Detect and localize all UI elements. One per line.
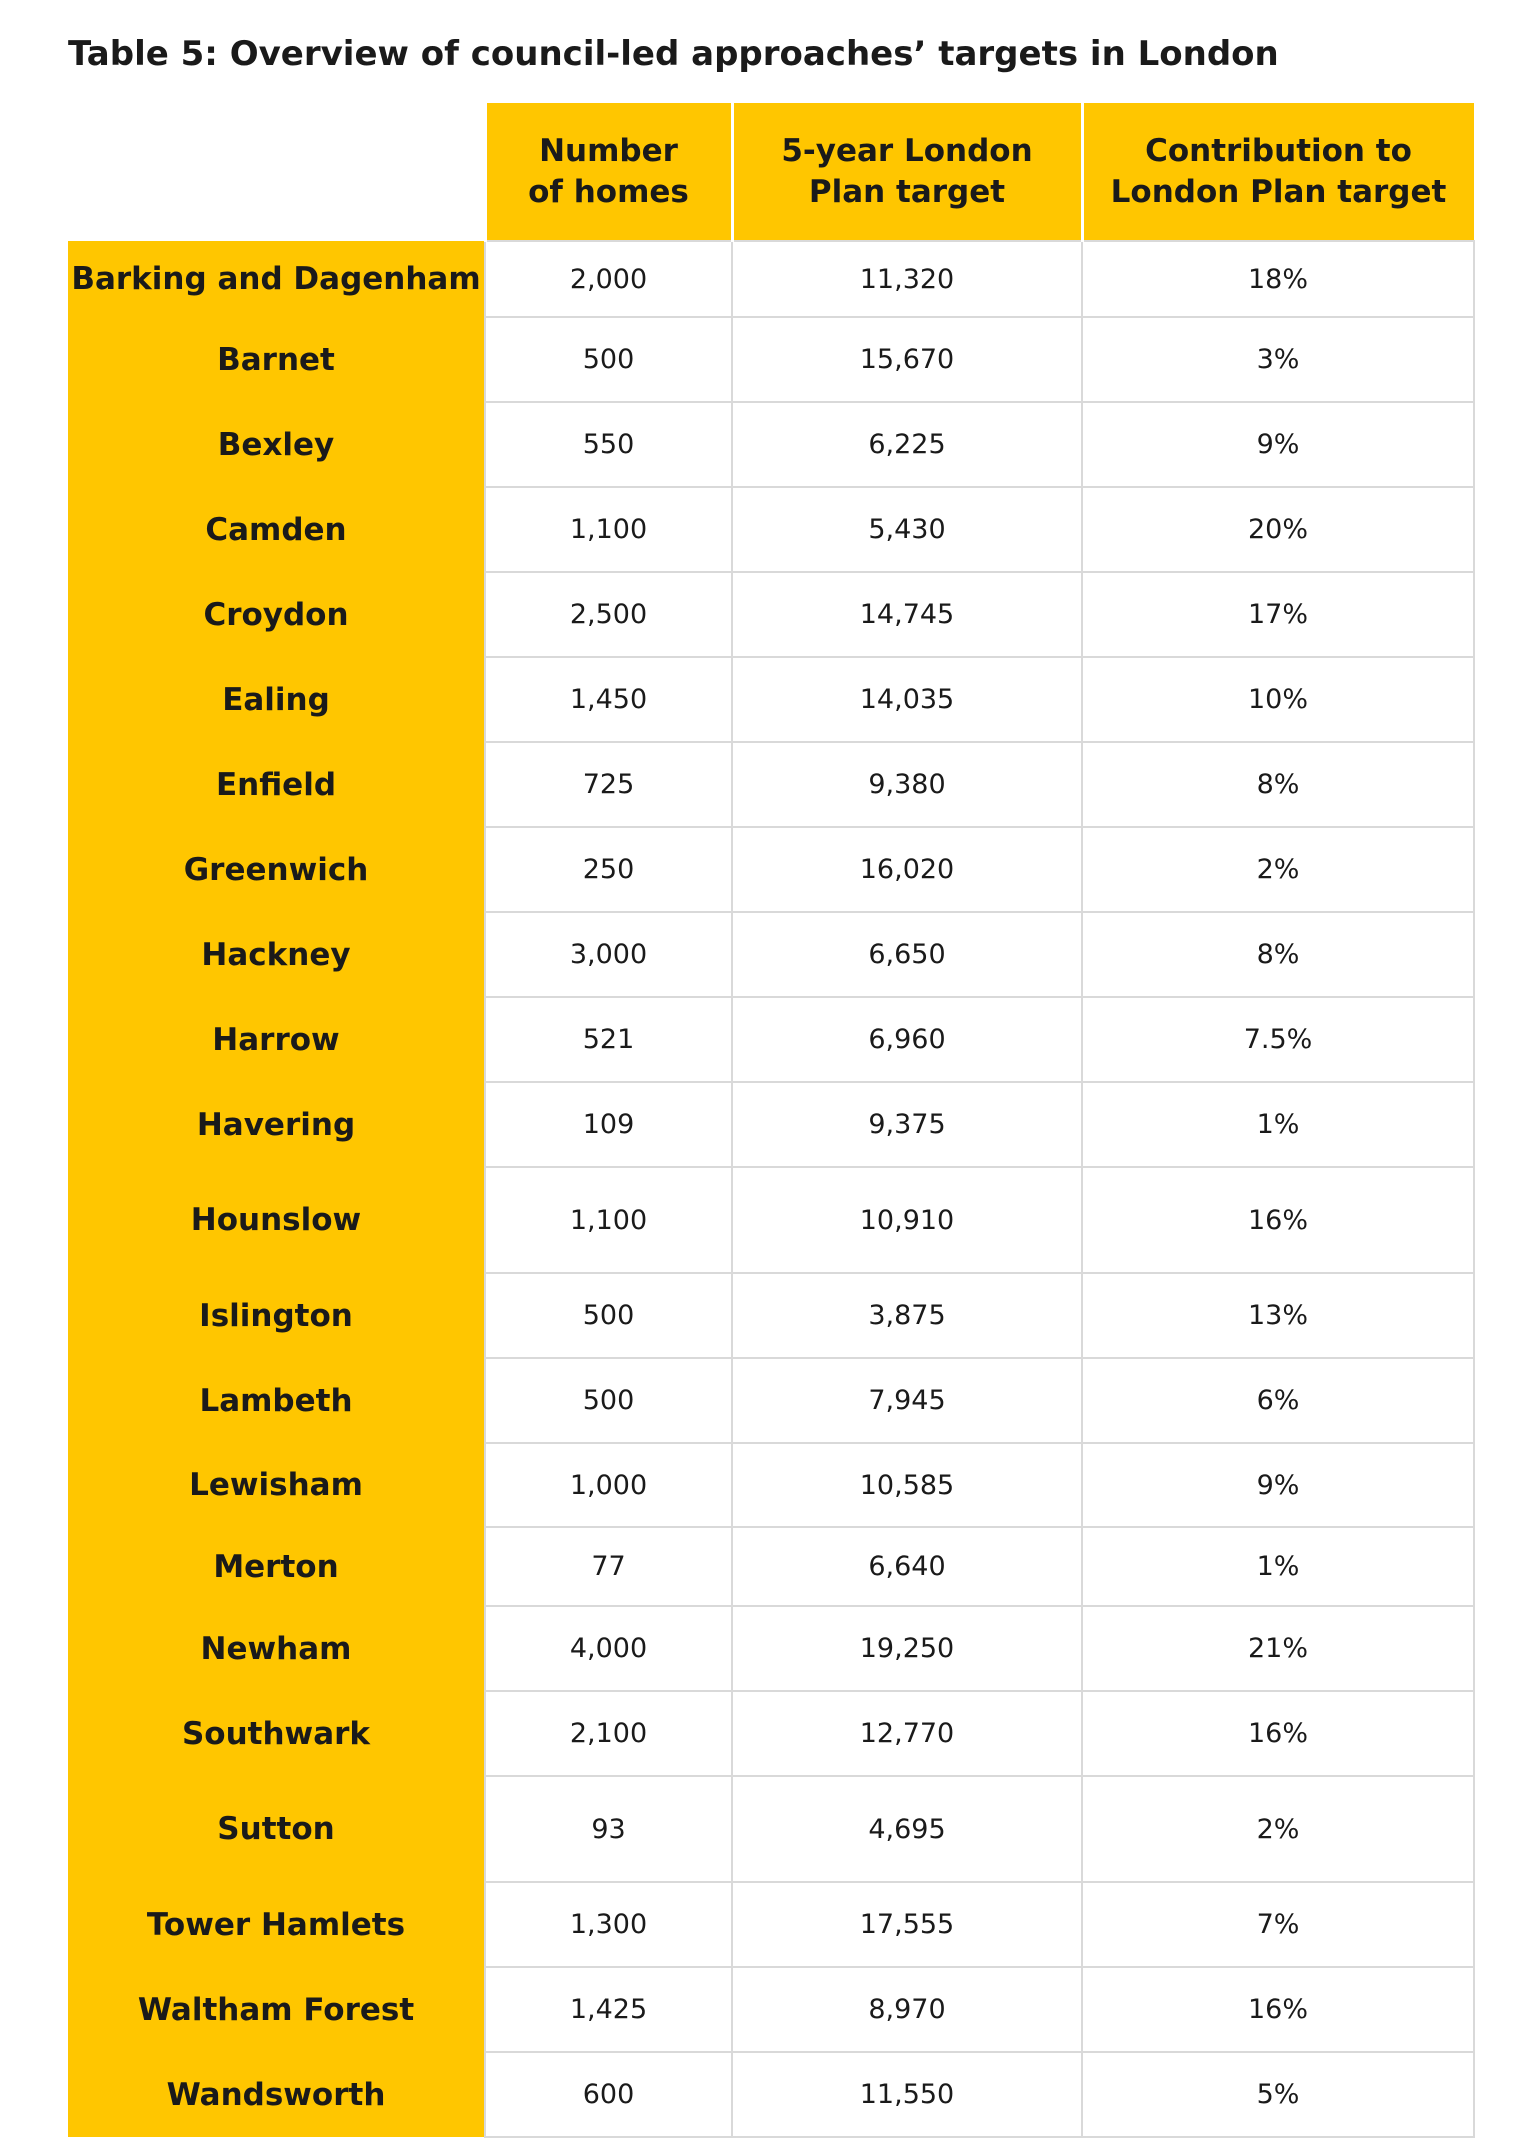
cell-number-of-homes: 3,000 <box>485 912 732 997</box>
table-row <box>68 1691 1474 1776</box>
table-row <box>68 487 1474 572</box>
row-label: Merton <box>68 1527 485 1606</box>
cell-number-of-homes: 2,500 <box>485 572 732 657</box>
table-row <box>68 912 1474 997</box>
cell-number-of-homes: 4,000 <box>485 1606 732 1691</box>
cell-london-plan-target: 4,695 <box>732 1776 1082 1882</box>
cell-contribution: 9% <box>1082 402 1474 487</box>
cell-number-of-homes: 521 <box>485 997 732 1082</box>
cell-london-plan-target: 6,225 <box>732 402 1082 487</box>
cell-london-plan-target: 10,585 <box>732 1443 1082 1527</box>
table-row <box>68 1358 1474 1443</box>
table-row <box>68 317 1474 402</box>
table-row <box>68 1882 1474 1967</box>
row-label: Lambeth <box>68 1358 485 1443</box>
cell-london-plan-target: 11,550 <box>732 2052 1082 2137</box>
cell-london-plan-target: 15,670 <box>732 317 1082 402</box>
table-row <box>68 1967 1474 2052</box>
cell-number-of-homes: 2,100 <box>485 1691 732 1776</box>
table-body <box>68 241 1474 2137</box>
header-london-plan-target <box>732 103 1082 241</box>
row-label: Hackney <box>68 912 485 997</box>
table-row <box>68 1167 1474 1273</box>
row-label: Islington <box>68 1273 485 1358</box>
row-label: Havering <box>68 1082 485 1167</box>
row-label: Harrow <box>68 997 485 1082</box>
table-row <box>68 1443 1474 1527</box>
cell-contribution: 10% <box>1082 657 1474 742</box>
cell-london-plan-target: 14,745 <box>732 572 1082 657</box>
row-label: Enfield <box>68 742 485 827</box>
row-label: Tower Hamlets <box>68 1882 485 1967</box>
cell-contribution: 18% <box>1082 241 1474 317</box>
cell-contribution: 9% <box>1082 1443 1474 1527</box>
cell-london-plan-target: 6,960 <box>732 997 1082 1082</box>
cell-london-plan-target: 11,320 <box>732 241 1082 317</box>
table-row <box>68 1527 1474 1606</box>
cell-number-of-homes: 600 <box>485 2052 732 2137</box>
cell-london-plan-target: 3,875 <box>732 1273 1082 1358</box>
table-row <box>68 2052 1474 2137</box>
row-label: Camden <box>68 487 485 572</box>
table-row <box>68 827 1474 912</box>
cell-contribution: 17% <box>1082 572 1474 657</box>
table-row <box>68 241 1474 317</box>
cell-contribution: 13% <box>1082 1273 1474 1358</box>
cell-number-of-homes: 1,100 <box>485 487 732 572</box>
cell-london-plan-target: 6,640 <box>732 1527 1082 1606</box>
cell-london-plan-target: 7,945 <box>732 1358 1082 1443</box>
cell-london-plan-target: 6,650 <box>732 912 1082 997</box>
header-corner <box>68 103 485 241</box>
row-label: Southwark <box>68 1691 485 1776</box>
table-row <box>68 1606 1474 1691</box>
cell-contribution: 1% <box>1082 1527 1474 1606</box>
row-label: Ealing <box>68 657 485 742</box>
cell-number-of-homes: 500 <box>485 1273 732 1358</box>
cell-number-of-homes: 93 <box>485 1776 732 1882</box>
row-label: Barnet <box>68 317 485 402</box>
cell-london-plan-target: 10,910 <box>732 1167 1082 1273</box>
cell-contribution: 21% <box>1082 1606 1474 1691</box>
table-row <box>68 402 1474 487</box>
cell-contribution: 5% <box>1082 2052 1474 2137</box>
cell-contribution: 6% <box>1082 1358 1474 1443</box>
targets-table <box>68 103 1475 2138</box>
cell-contribution: 2% <box>1082 827 1474 912</box>
header-text: Contribution to <box>1145 132 1412 169</box>
cell-london-plan-target: 9,380 <box>732 742 1082 827</box>
cell-contribution: 2% <box>1082 1776 1474 1882</box>
cell-contribution: 20% <box>1082 487 1474 572</box>
header-text: of homes <box>528 173 689 210</box>
cell-contribution: 16% <box>1082 1691 1474 1776</box>
header-text: 5-year London <box>781 132 1033 169</box>
cell-number-of-homes: 1,450 <box>485 657 732 742</box>
cell-number-of-homes: 1,300 <box>485 1882 732 1967</box>
row-label: Bexley <box>68 402 485 487</box>
cell-contribution: 1% <box>1082 1082 1474 1167</box>
table-row <box>68 1082 1474 1167</box>
table-row <box>68 1776 1474 1882</box>
cell-number-of-homes: 77 <box>485 1527 732 1606</box>
table-row <box>68 1273 1474 1358</box>
row-label: Sutton <box>68 1776 485 1882</box>
cell-number-of-homes: 250 <box>485 827 732 912</box>
header-text: Plan target <box>808 173 1006 210</box>
header-text: London Plan target <box>1110 173 1447 210</box>
cell-london-plan-target: 9,375 <box>732 1082 1082 1167</box>
cell-london-plan-target: 19,250 <box>732 1606 1082 1691</box>
table-row <box>68 742 1474 827</box>
cell-contribution: 16% <box>1082 1167 1474 1273</box>
cell-contribution: 8% <box>1082 742 1474 827</box>
cell-contribution: 3% <box>1082 317 1474 402</box>
row-label: Waltham Forest <box>68 1967 485 2052</box>
row-label: Wandsworth <box>68 2052 485 2137</box>
cell-contribution: 7% <box>1082 1882 1474 1967</box>
cell-number-of-homes: 500 <box>485 317 732 402</box>
header-row <box>68 103 1474 241</box>
cell-number-of-homes: 2,000 <box>485 241 732 317</box>
table-row <box>68 657 1474 742</box>
cell-contribution: 16% <box>1082 1967 1474 2052</box>
table-row <box>68 997 1474 1082</box>
cell-number-of-homes: 500 <box>485 1358 732 1443</box>
cell-number-of-homes: 725 <box>485 742 732 827</box>
table-title: Table 5: Overview of council-led approaches’ targets in London <box>68 34 1279 74</box>
cell-london-plan-target: 5,430 <box>732 487 1082 572</box>
row-label: Newham <box>68 1606 485 1691</box>
cell-contribution: 7.5% <box>1082 997 1474 1082</box>
header-number-of-homes <box>485 103 732 241</box>
row-label: Lewisham <box>68 1443 485 1527</box>
row-label: Barking and Dagenham <box>68 241 485 317</box>
cell-london-plan-target: 16,020 <box>732 827 1082 912</box>
cell-london-plan-target: 17,555 <box>732 1882 1082 1967</box>
row-label: Croydon <box>68 572 485 657</box>
cell-number-of-homes: 1,100 <box>485 1167 732 1273</box>
cell-number-of-homes: 1,000 <box>485 1443 732 1527</box>
cell-london-plan-target: 14,035 <box>732 657 1082 742</box>
cell-number-of-homes: 550 <box>485 402 732 487</box>
header-contribution <box>1082 103 1474 241</box>
cell-number-of-homes: 109 <box>485 1082 732 1167</box>
row-label: Greenwich <box>68 827 485 912</box>
row-label: Hounslow <box>68 1167 485 1273</box>
cell-london-plan-target: 12,770 <box>732 1691 1082 1776</box>
header-text: Number <box>539 132 678 169</box>
cell-london-plan-target: 8,970 <box>732 1967 1082 2052</box>
cell-contribution: 8% <box>1082 912 1474 997</box>
cell-number-of-homes: 1,425 <box>485 1967 732 2052</box>
table-row <box>68 572 1474 657</box>
